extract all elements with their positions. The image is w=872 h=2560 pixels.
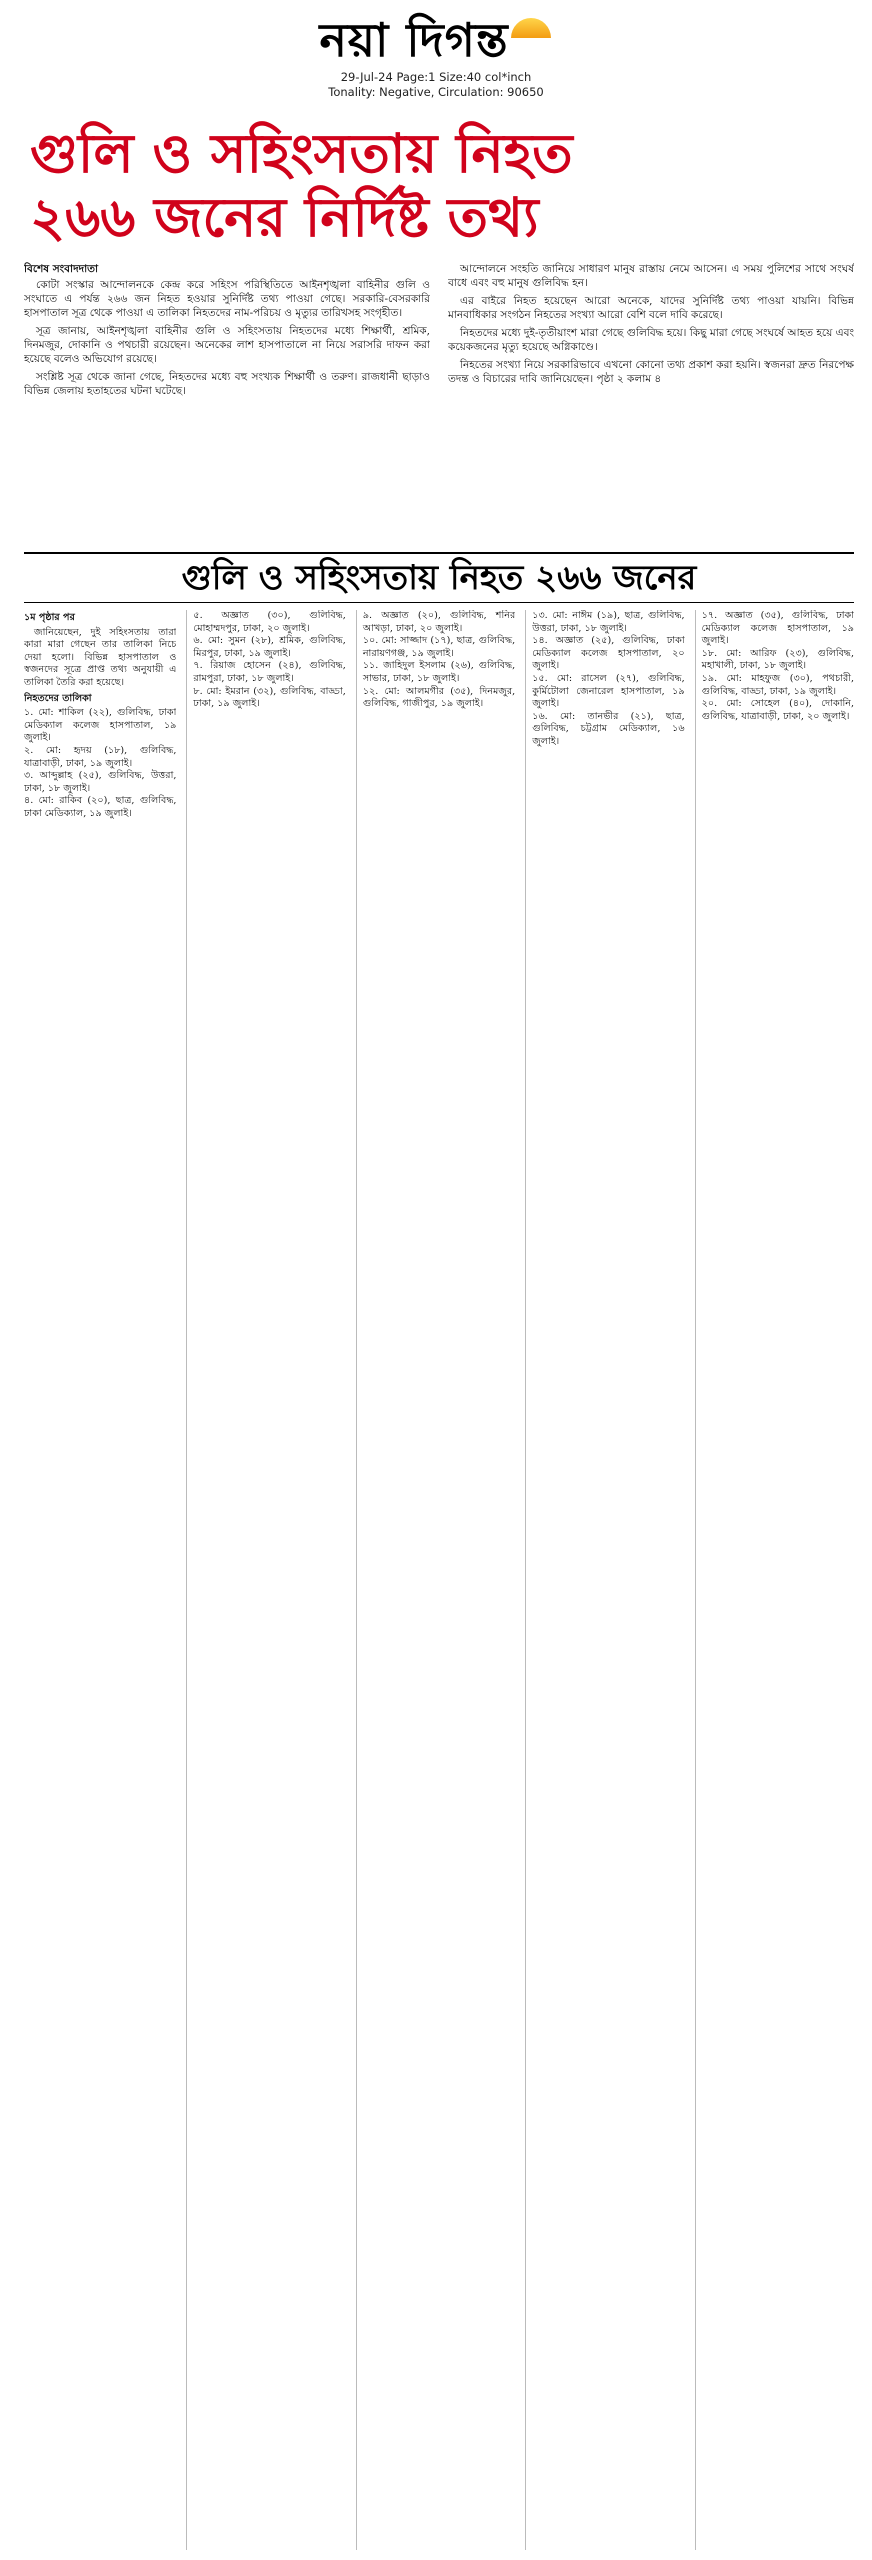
victim-entry: ১১. জাহিদুল ইসলাম (২৬), গুলিবিদ্ধ, সাভার, ঢাকা, ১৮ জুলাই। (362, 660, 516, 684)
list-banner-headline: গুলি ও সহিংসতায় নিহত ২৬৬ জনের (24, 552, 854, 603)
paragraph: সূত্র জানায়, আইনশৃঙ্খলা বাহিনীর গুলি ও সহিংসতায় নিহতদের মধ্যে শিক্ষার্থী, শ্রমিক, দিনমজুর, দোকানি ও পথচারী রয়েছেন। অনেকের লাশ হাসপাতালে না নিয়ে সরাসরি দাফন করা হয়েছে বলেও অভিযোগ রয়েছে। (24, 325, 430, 365)
victim-entry: ৮. মো: ইমরান (৩২), গুলিবিদ্ধ, বাড্ডা, ঢাকা, ১৯ জুলাই। (193, 685, 346, 710)
list-lead-text: জানিয়েছেন, দুই সহিংসতায় তারা কারা মারা গেছেন তার তালিকা নিচে দেয়া হলো। বিভিন্ন হাসপাতাল ও স্বজনদের সূত্রে প্রাপ্ত তথ্য অনুযায়ী এ তালিকা তৈরি করা হয়েছে। (24, 626, 177, 688)
headline-line-2: ২৬৬ জনের নির্দিষ্ট তথ্য (30, 186, 539, 249)
victim-entry: ১৬. মো: তানভীর (২১), ছাত্র, গুলিবিদ্ধ, চট্টগ্রাম মেডিক্যাল, ১৬ জুলাই। (532, 710, 685, 747)
victim-entry: ২. মো: হৃদয় (১৮), গুলিবিদ্ধ, যাত্রাবাড়ী, ঢাকা, ১৯ জুলাই। (24, 744, 177, 769)
list-subhead: নিহতদের তালিকা (24, 692, 92, 704)
paragraph: আন্দোলনে সংহতি জানিয়ে সাধারণ মানুষ রাস্তায় নেমে আসেন। এ সময় পুলিশের সাথে সংঘর্ষ বাধে এবং বহু মানুষ গুলিবিদ্ধ হন। (448, 263, 854, 289)
victim-entry: ১৫. মো: রাসেল (২৭), গুলিবিদ্ধ, কুর্মিটোলা জেনারেল হাসপাতাল, ১৯ জুলাই। (532, 672, 685, 710)
top-story (24, 122, 854, 552)
paragraph: নিহতদের মধ্যে দুই-তৃতীয়াংশ মারা গেছে গুলিবিদ্ধ হয়ে। কিছু মারা গেছে সংঘর্ষে আহত হয়ে এবং কয়েকজনের মৃত্যু হয়েছে অগ্নিকাণ্ডে। (448, 327, 854, 353)
victim-entry: ১০. মো: সাজ্জাদ (১৭), ছাত্র, গুলিবিদ্ধ, নারায়ণগঞ্জ, ১৯ জুলাই। (362, 635, 516, 659)
victim-entry: ১. মো: শাকিল (২২), গুলিবিদ্ধ, ঢাকা মেডিক্যাল কলেজ হাসপাতাল, ১৯ জুলাই। (24, 707, 177, 744)
top-story-body (24, 262, 854, 552)
list-column-3 (356, 610, 515, 2550)
masthead-logo (0, 10, 872, 70)
victim-entry: ৩. আব্দুল্লাহ (২৫), গুলিবিদ্ধ, উত্তরা, ঢাকা, ১৮ জুলাই। (24, 770, 177, 794)
victim-entry: ১২. মো: আলমগীর (৩৫), দিনমজুর, গুলিবিদ্ধ, গাজীপুর, ১৯ জুলাই। (362, 685, 516, 710)
paragraph: সংশ্লিষ্ট সূত্র থেকে জানা গেছে, নিহতদের মধ্যে বহু সংখ্যক শিক্ষার্থী ও তরুণ। রাজধানী ছাড়াও বিভিন্ন জেলায় হতাহতের ঘটনা ঘটেছে। (24, 371, 430, 397)
victim-entry: ১৯. মো: মাহফুজ (৩০), পথচারী, গুলিবিদ্ধ, বাড্ডা, ঢাকা, ১৯ জুলাই। (701, 672, 855, 697)
victim-entry: ৯. অজ্ঞাত (২০), গুলিবিদ্ধ, শনির আখড়া, ঢাকা, ২০ জুলাই। (362, 610, 516, 634)
list-column-5 (695, 610, 854, 2550)
victim-entry: ৫. অজ্ঞাত (৩০), গুলিবিদ্ধ, মোহাম্মদপুর, ঢাকা, ২০ জুলাই। (193, 610, 346, 634)
newspaper-header (0, 0, 872, 110)
paragraph: এর বাইরে নিহত হয়েছেন আরো অনেকে, যাদের সুনির্দিষ্ট তথ্য পাওয়া যায়নি। বিভিন্ন মানবাধিকার সংগঠন নিহতের সংখ্যা আরো বেশি বলে দাবি করেছে। (448, 295, 854, 321)
list-column-4 (525, 610, 684, 2550)
masthead-text: নয়া দিগন্ত (319, 13, 509, 67)
victim-entry: ৬. মো: সুমন (২৮), শ্রমিক, গুলিবিদ্ধ, মিরপুর, ঢাকা, ১৯ জুলাই। (193, 635, 346, 659)
victim-entry: ১৪. অজ্ঞাত (২৫), গুলিবিদ্ধ, ঢাকা মেডিক্যাল কলেজ হাসপাতাল, ২০ জুলাই। (532, 635, 685, 672)
paragraph: নিহতের সংখ্যা নিয়ে সরকারিভাবে এখনো কোনো তথ্য প্রকাশ করা হয়নি। স্বজনরা দ্রুত নিরপেক্ষ তদন্ত ও বিচারের দাবি জানিয়েছেন। পৃষ্ঠা ২ কলাম ৪ (448, 359, 854, 385)
top-story-column-2 (448, 262, 854, 552)
victim-entry: ১৮. মো: আরিফ (২৩), গুলিবিদ্ধ, মহাখালী, ঢাকা, ১৮ জুলাই। (701, 647, 855, 672)
byline: বিশেষ সংবাদদাতা (24, 263, 99, 275)
paragraph: কোটা সংস্কার আন্দোলনকে কেন্দ্র করে সহিংস পরিস্থিতিতে আইনশৃঙ্খলা বাহিনীর গুলি ও সংঘাতে এ পর্যন্ত ২৬৬ জন নিহত হওয়ার সুনির্দিষ্ট তথ্য পাওয়া গেছে। সরকারি-বেসরকারি হাসপাতাল সূত্র থেকে পাওয়া এ তালিকা নিহতদের নাম-পরিচয় ও মৃত্যুর তারিখসহ সংগৃহীত। (24, 279, 430, 319)
sunrise-logo-icon (511, 18, 551, 38)
list-column-1 (24, 610, 176, 2550)
victim-entry: ২০. মো: সোহেল (৪০), দোকানি, গুলিবিদ্ধ, যাত্রাবাড়ী, ঢাকা, ২০ জুলাই। (701, 698, 855, 722)
victim-entry: ৪. মো: রাকিব (২০), ছাত্র, গুলিবিদ্ধ, ঢাকা মেডিক্যাল, ১৯ জুলাই। (24, 795, 177, 819)
victim-entry: ১৭. অজ্ঞাত (৩৫), গুলিবিদ্ধ, ঢাকা মেডিক্যাল কলেজ হাসপাতাল, ১৯ জুলাই। (701, 610, 855, 647)
victim-entry: ৭. রিয়াজ হোসেন (২৪), গুলিবিদ্ধ, রামপুরা, ঢাকা, ১৮ জুলাই। (193, 660, 346, 684)
victim-entry: ১৩. মো: নাঈম (১৯), ছাত্র, গুলিবিদ্ধ, উত্তরা, ঢাকা, ১৮ জুলাই। (532, 610, 685, 634)
headline-line-1: গুলি ও সহিংসতায় নিহত (30, 122, 573, 185)
top-story-column-1 (24, 262, 430, 552)
list-column-2 (186, 610, 345, 2550)
clip-meta-date-page: 29-Jul-24 Page:1 Size:40 col*inch (340, 70, 532, 84)
victim-list (24, 610, 854, 2550)
continuation-label: ১ম পৃষ্ঠার পর (24, 612, 75, 623)
clip-meta-tonality: Tonality: Negative, Circulation: 90650 (328, 85, 544, 99)
